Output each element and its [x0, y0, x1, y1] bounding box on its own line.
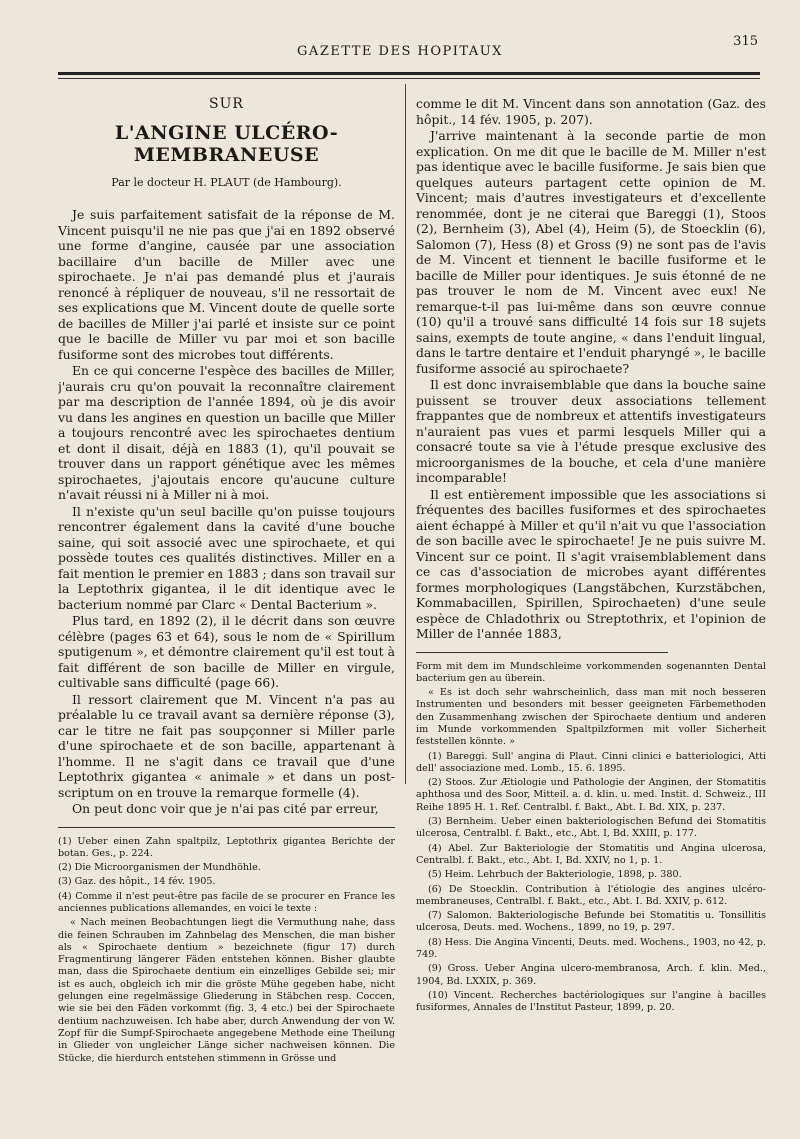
footnote-reference: (6) De Stoecklin. Contribution à l'étiologie des angines ulcéro-membraneuses, Centralbl. f. Bakt., etc., Abt. I. Bd. XXIV, p. 612. — [416, 883, 766, 907]
article-author: Par le docteur H. PLAUT (de Hambourg). — [111, 176, 342, 189]
footnote: (3) Gaz. des hôpit., 14 fév. 1905. — [58, 876, 216, 888]
footnote-reference: (8) Hess. Die Angina Vincenti, Deuts. med. Wochens., 1903, no 42, p. 749. — [416, 936, 766, 961]
footnote-rule — [58, 827, 395, 828]
paragraph: Il n'existe qu'un seul bacille qu'on puisse toujours rencontrer également dans la cavité d'une bouche saine, qui soit associé avec une spirochaete, et qui possède toutes ces qualités distinctives. Miller en a fait mention le premier en 1883 ; dans son travail sur la Leptothrix gigantea, il le dit identique avec le bacterium nommé par Clarc « Dental Bacterium ». — [58, 503, 395, 612]
column-divider — [405, 84, 406, 784]
footnote-reference: (10) Vincent. Recherches bactériologiques sur l'angine à bacilles fusiformes, Annales de l'Institut Pasteur, 1899, p. 20. — [416, 989, 766, 1014]
footnote: (4) Comme il n'est peut-être pas facile de se procurer en France les anciennes publications allemandes, en voici le texte : — [58, 890, 395, 914]
paragraph: Je suis parfaitement satisfait de la réponse de M. Vincent puisqu'il ne nie pas que j'ai en 1892 observé une forme d'angine, causée par une association bacillaire d'un bacille de Miller avec une spirochaete. Je n'ai pas demandé plus et j'aurais renoncé à répliquer de nouveau, s'il ne ressortait de ses explications que M. Vincent doute de quelle sorte de bacilles de Miller j'ai parlé et insiste sur ce point que le bacille de Miller vu par moi et son bacille fusiforme sont des microbes tout différents. — [58, 207, 395, 362]
header-rule-thin — [58, 78, 760, 79]
article-sur: SUR — [209, 96, 244, 112]
paragraph: On peut donc voir que je n'ai pas cité par erreur, — [72, 801, 379, 816]
footnote-reference: (9) Gross. Ueber Angina ulcero-membranosa, Arch. f. klin. Med., 1904, Bd. LXXIX, p. 369. — [416, 963, 766, 987]
paragraph: Il ressort clairement que M. Vincent n'a pas au préalable lu ce travail avant sa dernière réponse (3), car le titre ne fait pas soupçonner si Miller parle d'une spirochaete et de son bacille, appartenant à l'homme. Il ne s'agit dans ce travail que d'une Leptothrix gigantea « animale » et dans un post-scriptum on en trouve la remarque formelle (4). — [58, 691, 395, 800]
paragraph: J'arrive maintenant à la seconde partie de mon explication. On me dit que le bacille de M. Miller n'est pas identique avec le bacille fusiforme. Je sais bien que quelques auteurs partagent cette opinion de M. Vincent; mais d'autres investigateurs et d'excellente renommée, dont je ne citerai que Bareggi (1), Stoos (2), Bernheim (3), Abel (4), Heim (5), de Stoecklin (6), Salomon (7), Hess (8) et Gross (9) ne sont pas de l'avis de M. Vincent et tiennent le bacille fusiforme et le bacille de Miller pour identiques. Je suis étonné de ne pas trouver le nom de M. Vincent avec eux! Ne remarque-t-il pas lui-même dans son œuvre connue (10) qu'il a trouvé sans difficulté 14 fois sur 18 sujets sains, exempts de toute angine, « dans l'enduit lingual, dans le tartre dentaire et l'enduit pharyngé », le bacille fusiforme associé au spirochaete? — [416, 128, 766, 376]
left-column — [58, 96, 395, 1126]
footnote: (2) Die Microorganismen der Mundhöhle. — [58, 862, 261, 874]
footnote-quote: Form mit dem im Mundschleime vorkommenden sogenannten Dental bacterium gen au überein. — [416, 660, 766, 684]
paragraph: Il est donc invraisemblable que dans la bouche saine puissent se trouver deux associations tellement frappantes que de nombreux et attentifs investigateurs n'auraient pas vues et parmi lesquels Miller qui a consacré toute sa vie à l'étude presque exclusive des microorganismes de la bouche, et cela d'une manière incomparable! — [416, 377, 766, 485]
right-column — [416, 96, 766, 1126]
footnote-reference: (4) Abel. Zur Bakteriologie der Stomatitis und Angina ulcerosa, Centralbl. f. Bakt., etc., Abt. I, Bd. XXIV, no 1, p. 1. — [416, 842, 766, 866]
footnote-reference: (1) Bareggi. Sull' angina di Plaut. Cinni clinici e batteriologici, Atti dell' associazione med. Lomb., 15. 6. 1895. — [416, 750, 766, 774]
footnote-quote: « Nach meinen Beobachtungen liegt die Vermuthung nahe, dass die feinen Schrauben im Zahnbelag des Menschen, die man bisher als « Spirochaete dentium » bezeichnete (figur 17) durch Fragmentirung längerer Fäden entstehen können. Bisher glaubte man, dass die Spirochaete dentium ein einzelliges Gebilde sei; mir ist es auch, obgleich ich mir die gröste Mühe gegeben habe, nicht gelungen eine regelmässige Gliederung in Stäbchen resp. Coccen, wie sie bei den Fäden vorkommt (fig. 3, 4 etc.) bei der Spirochaete dentium nachzuweisen. Ich habe aber, durch Anwendung der von W. Zopf für die Sumpf-Spirochaete angegebene Methode eine Theilung in Glieder von ungleicher Länge sicher nachweisen können. Die Stücke, die hierdurch entstehen stimmenn in Grösse und — [58, 917, 395, 1064]
running-title: GAZETTE DES HOPITAUX — [297, 44, 503, 59]
paragraph: En ce qui concerne l'espèce des bacilles de Miller, j'aurais cru qu'on pouvait la reconnaître clairement par ma description de l'année 1894, où je dis avoir vu dans les angines en question un bacille que Miller a toujours rencontré avec les spirochaetes dentium et dont il disait, déjà en 1883 (1), qu'il pouvait se trouver dans un rapport génétique avec les mêmes spirochaetes, j'ajoutais encore qu'aucune culture n'avait réussi ni à Miller ni à moi. — [58, 363, 395, 502]
footnote-reference: (5) Heim. Lehrbuch der Bakteriologie, 1898, p. 380. — [428, 869, 682, 881]
footnote-rule — [416, 652, 668, 653]
paragraph: comme le dit M. Vincent dans son annotation (Gaz. des hôpit., 14 fév. 1905, p. 207). — [416, 96, 766, 127]
footnote-reference: (7) Salomon. Bakteriologische Befunde bei Stomatitis u. Tonsillitis ulcerosa, Deuts. med. Wochens., 1899, no 19, p. 297. — [416, 910, 766, 934]
footnote-quote: « Es ist doch sehr wahrscheinlich, dass man mit noch besseren Instrumenten und besonders mit besser geeigneten Färbemethoden den Zusammenhang zwischen der Spirochaete dentium und anderen im Munde vorkommenden Spaltpilzformen mit voller Sicherheit feststellen könnte. » — [416, 687, 766, 748]
footnote-reference: (2) Stoos. Zur Ætiologie und Pathologie der Anginen, der Stomatitis aphthosa und des Soor, Mitteil. a. d. klin. u. med. Instit. d. Schweiz., III Reihe 1895 H. 1. Ref. Centralbl. f. Bakt., Abt. I. Bd. XIX, p. 237. — [416, 777, 766, 813]
paragraph: Il est entièrement impossible que les associations si fréquentes des bacilles fusiformes et des spirochaetes aient échappé à Miller et qu'il n'ait vu que l'association de son bacille avec le spirochaete! Je ne puis suivre M. Vincent sur ce point. Il s'agit vraisemblablement dans ce cas d'association de microbes ayant différentes formes morphologiques (Langstäbchen, Kurzstäbchen, Kommabacillen, Spirillen, Spirochaeten) d'une seule espèce de Chladothrix ou Streptothrix, et l'opinion de Miller de l'année 1883, — [416, 486, 766, 641]
paragraph: Plus tard, en 1892 (2), il le décrit dans son œuvre célèbre (pages 63 et 64), sous le nom de « Spirillum sputigenum », et démontre clairement qu'il est tout à fait différent de son bacille de Miller en virgule, cultivable sans difficulté (page 66). — [58, 613, 395, 690]
footnote-reference: (3) Bernheim. Ueber einen bakteriologischen Befund dei Stomatitis ulcerosa, Centralbl. f. Bakt., etc., Abt. I, Bd. XXIII, p. 177. — [416, 816, 766, 840]
page-number: 315 — [733, 34, 758, 49]
article-title: L'ANGINE ULCÉRO-MEMBRANEUSE — [114, 122, 339, 166]
header-rule — [58, 72, 760, 75]
footnote: (1) Ueber einen Zahn spaltpilz, Leptothrix gigantea Berichte der botan. Ges., p. 224. — [58, 835, 395, 859]
